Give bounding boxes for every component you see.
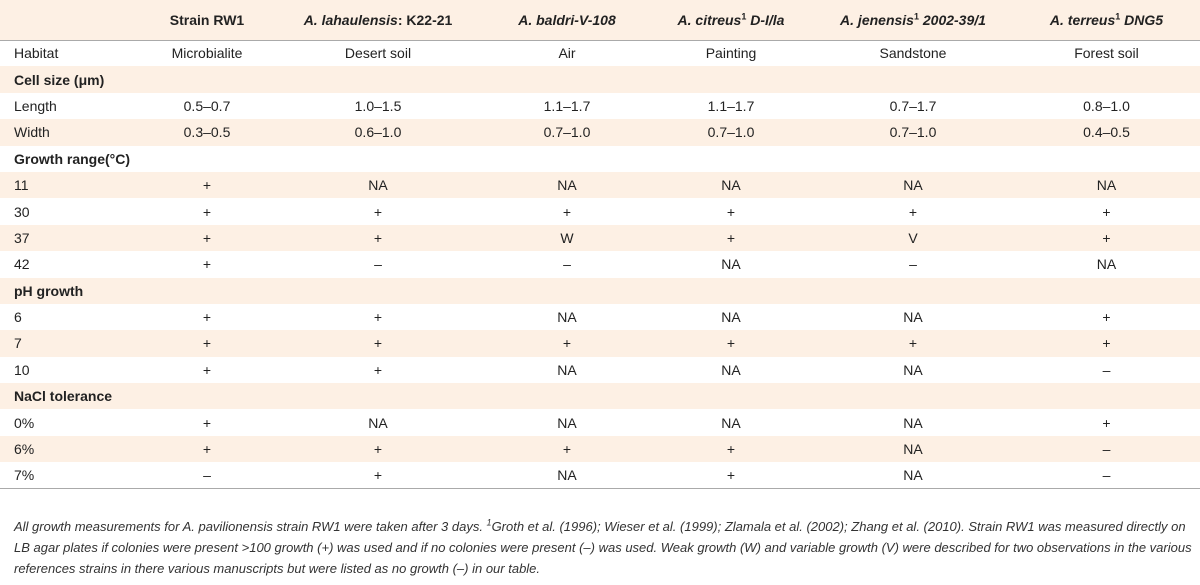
table-cell: 1.1–1.7 bbox=[543, 97, 591, 114]
table-cell: NA bbox=[721, 414, 741, 431]
table-cell: – bbox=[1102, 441, 1111, 458]
table-cell: Air bbox=[558, 45, 576, 62]
footnote-references: Groth et al. (1996); Wieser et al. (1999); Zlamala et al. (2002); Zhang et al. (2010). bbox=[491, 519, 965, 534]
table-cell: + bbox=[1102, 414, 1111, 431]
table-cell: NA bbox=[368, 177, 388, 194]
table-cell: Sandstone bbox=[879, 45, 947, 62]
table-cell: 0.7–1.0 bbox=[543, 124, 591, 141]
table-cell: 0.3–0.5 bbox=[183, 124, 231, 141]
table-body bbox=[0, 40, 1200, 489]
table-cell: 0.5–0.7 bbox=[183, 97, 231, 114]
section-row bbox=[0, 278, 1200, 304]
column-header-sup: 1 bbox=[913, 11, 919, 22]
row-label: 42 bbox=[14, 256, 30, 273]
row-label: 10 bbox=[14, 361, 30, 378]
column-header-name: A. citreus bbox=[677, 11, 742, 28]
table-cell: + bbox=[726, 229, 736, 246]
table-cell: NA bbox=[368, 414, 388, 431]
column-header-name: A. lahaulensis bbox=[303, 11, 398, 28]
section-row bbox=[0, 383, 1200, 409]
table-cell: – bbox=[1102, 361, 1111, 378]
column-header bbox=[143, 0, 271, 40]
column-header-strain: : K22-21 bbox=[397, 11, 453, 28]
table-cell: NA bbox=[903, 309, 923, 326]
table-cell: + bbox=[726, 441, 736, 458]
section-row bbox=[0, 66, 1200, 92]
table-cell: + bbox=[202, 361, 212, 378]
column-header-strain: DNG5 bbox=[1120, 11, 1164, 28]
table-cell: + bbox=[202, 414, 212, 431]
table-cell: – bbox=[563, 256, 571, 273]
table-cell: Painting bbox=[705, 45, 757, 62]
table-cell: – bbox=[1013, 462, 1200, 488]
table-cell: NA bbox=[1096, 177, 1117, 194]
table-cell: NA bbox=[813, 462, 1013, 488]
table-cell: + bbox=[373, 229, 383, 246]
table-row bbox=[0, 409, 1200, 435]
row-label: 7% bbox=[0, 462, 143, 488]
column-header-strain: 2002-39/1 bbox=[918, 11, 986, 28]
footnote-sup: 1 bbox=[486, 517, 492, 528]
table-cell: NA bbox=[557, 361, 577, 378]
table-row bbox=[0, 40, 1200, 66]
table-cell: + bbox=[1102, 229, 1111, 246]
table-row bbox=[0, 119, 1200, 145]
table-cell: + bbox=[649, 462, 813, 488]
column-header-name: Strain RW1 bbox=[169, 11, 245, 28]
header-row bbox=[0, 0, 1200, 40]
table-cell: + bbox=[202, 256, 212, 273]
table-cell: + bbox=[726, 203, 736, 220]
table-cell: NA bbox=[903, 361, 923, 378]
row-label: 0% bbox=[14, 414, 35, 431]
table-cell: + bbox=[202, 229, 212, 246]
row-label: Habitat bbox=[14, 45, 59, 62]
table-cell: NA bbox=[721, 309, 741, 326]
table-cell: + bbox=[1102, 335, 1111, 352]
table-cell: + bbox=[562, 335, 572, 352]
table-row bbox=[0, 225, 1200, 251]
column-header-name: A. baldri-V-108 bbox=[518, 11, 616, 28]
column-header bbox=[271, 0, 485, 40]
table-cell: 0.7–1.0 bbox=[707, 124, 755, 141]
table-cell: Microbialite bbox=[171, 45, 243, 62]
table-cell: W bbox=[560, 229, 574, 246]
section-row bbox=[0, 146, 1200, 172]
table-cell: V bbox=[908, 229, 918, 246]
table-row bbox=[0, 172, 1200, 198]
table-cell: 1.0–1.5 bbox=[354, 97, 402, 114]
table-cell: – bbox=[909, 256, 917, 273]
table-cell: NA bbox=[721, 361, 741, 378]
column-header-name: A. jenensis bbox=[840, 11, 914, 28]
table-row bbox=[0, 436, 1200, 462]
row-label: 37 bbox=[14, 229, 30, 246]
section-label: NaCl tolerance bbox=[14, 388, 113, 405]
column-header-name: A. terreus bbox=[1049, 11, 1116, 28]
table-cell: + bbox=[202, 203, 212, 220]
column-header bbox=[1013, 0, 1200, 40]
table-cell: + bbox=[271, 462, 485, 488]
table-cell: + bbox=[726, 335, 736, 352]
table-cell: + bbox=[202, 309, 212, 326]
column-header bbox=[485, 0, 649, 40]
table-cell: + bbox=[562, 441, 572, 458]
table-row bbox=[0, 304, 1200, 330]
table-row bbox=[0, 357, 1200, 383]
table-cell: 0.6–1.0 bbox=[354, 124, 402, 141]
table-cell: 0.7–1.7 bbox=[889, 97, 937, 114]
table-footnote bbox=[14, 516, 1194, 579]
row-label: 6 bbox=[14, 309, 22, 326]
table-cell: + bbox=[908, 335, 918, 352]
table-cell: + bbox=[202, 177, 212, 194]
table-cell: NA bbox=[721, 177, 741, 194]
section-label: Cell size (μm) bbox=[14, 71, 105, 88]
table-cell: + bbox=[908, 203, 918, 220]
table-cell: 0.7–1.0 bbox=[889, 124, 937, 141]
table-cell: NA bbox=[903, 414, 923, 431]
table-cell: + bbox=[373, 203, 383, 220]
table-row bbox=[0, 93, 1200, 119]
table-cell: NA bbox=[485, 462, 649, 488]
row-label: 6% bbox=[14, 441, 35, 458]
section-label: pH growth bbox=[14, 282, 84, 299]
table-cell: + bbox=[202, 335, 212, 352]
footnote-text-2: Strain RW1 was measured directly on LB agar plates if colonies were present >100 growth (+) was used and if no colonies were present (–) was used. Weak growth (W) and variable growth (V) were described for two observations in the various references strains in there various manuscripts but were listed as no growth (–) in our table. bbox=[14, 519, 1192, 576]
header-blank bbox=[0, 0, 143, 40]
table-cell: + bbox=[373, 309, 383, 326]
section-label: Growth range(°C) bbox=[14, 150, 131, 167]
table-cell: NA bbox=[557, 309, 577, 326]
table-cell: NA bbox=[721, 256, 741, 273]
row-label: 7 bbox=[14, 335, 22, 352]
table-cell: NA bbox=[557, 177, 577, 194]
table-row bbox=[0, 462, 1200, 488]
column-header-sup: 1 bbox=[741, 11, 747, 22]
table-cell: 0.8–1.0 bbox=[1083, 97, 1130, 114]
table-cell: + bbox=[373, 335, 383, 352]
column-header-sup: 1 bbox=[1115, 11, 1121, 22]
table-cell: – bbox=[143, 462, 271, 488]
table-cell: NA bbox=[1096, 256, 1117, 273]
table-cell: + bbox=[373, 441, 383, 458]
table-cell: + bbox=[202, 441, 212, 458]
table-cell: + bbox=[1102, 203, 1111, 220]
table-cell: 0.4–0.5 bbox=[1083, 124, 1130, 141]
table-cell: + bbox=[1102, 309, 1111, 326]
column-header bbox=[649, 0, 813, 40]
row-label: Width bbox=[14, 124, 50, 141]
table-cell: NA bbox=[903, 441, 923, 458]
row-label: Length bbox=[14, 97, 57, 114]
table-cell: Forest soil bbox=[1074, 45, 1139, 62]
row-label: 11 bbox=[14, 177, 29, 194]
table-cell: + bbox=[373, 361, 383, 378]
table-cell: NA bbox=[557, 414, 577, 431]
table-cell: Desert soil bbox=[344, 45, 412, 62]
table-cell: – bbox=[374, 256, 382, 273]
column-header-strain: D-I/la bbox=[746, 11, 785, 28]
table-cell: NA bbox=[903, 177, 923, 194]
table-row bbox=[0, 330, 1200, 356]
column-header bbox=[813, 0, 1013, 40]
table-cell: + bbox=[562, 203, 572, 220]
table-row bbox=[0, 198, 1200, 224]
table-row bbox=[0, 251, 1200, 277]
row-label: 30 bbox=[14, 203, 30, 220]
footnote-text-1: All growth measurements for A. pavilionensis strain RW1 were taken after 3 days. bbox=[14, 519, 487, 534]
table-cell: 1.1–1.7 bbox=[707, 97, 755, 114]
